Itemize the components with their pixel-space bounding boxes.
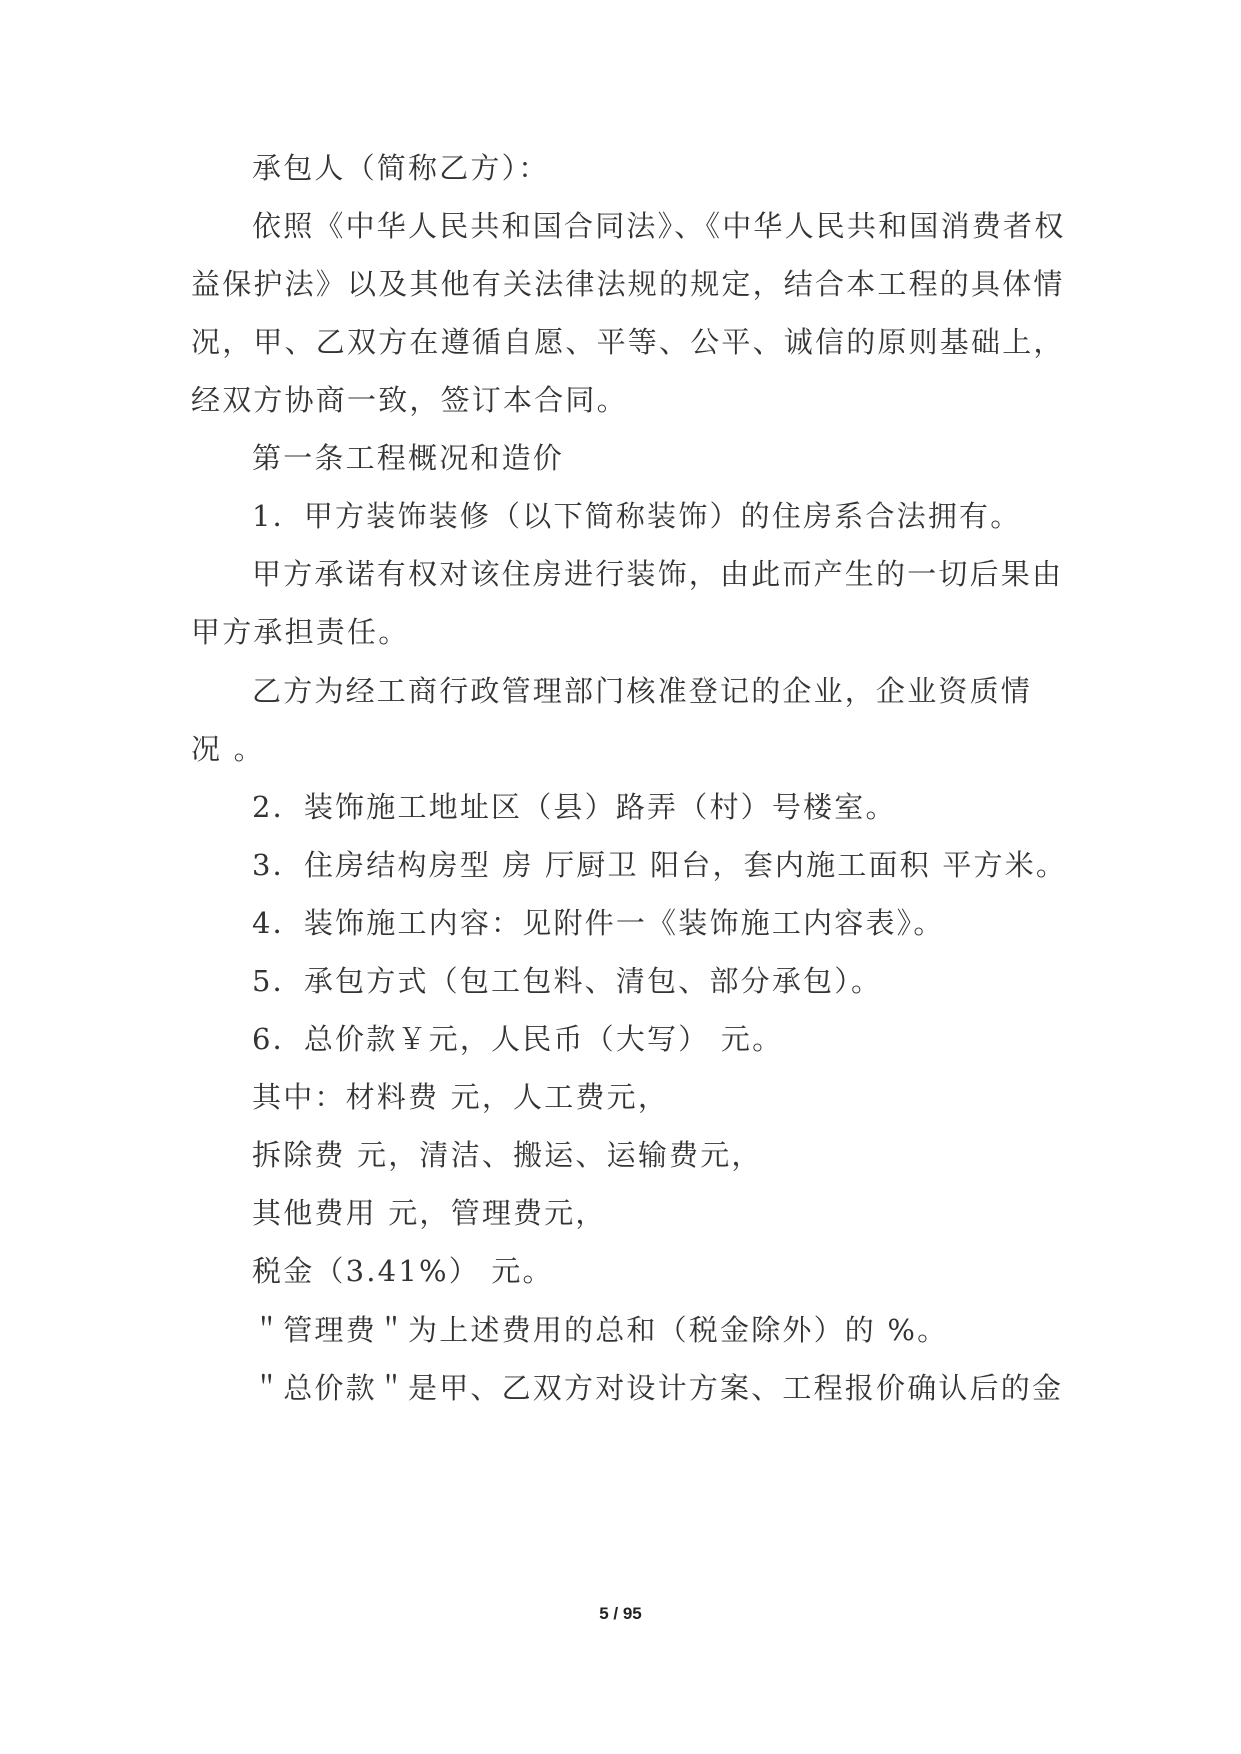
- fee-line: 其中：材料费 元，人工费元，: [252, 1080, 670, 1114]
- paragraph-line: 乙方为经工商行政管理部门核准登记的企业，企业资质情: [252, 674, 1033, 708]
- clause-item: 6．总价款￥元，人民币（大写） 元。: [252, 1022, 784, 1056]
- paragraph-line: 况 。: [191, 732, 265, 766]
- fee-line: 其他费用 元，管理费元，: [252, 1196, 607, 1230]
- contractor-label-line: 承包人（简称乙方）：: [252, 151, 550, 185]
- fee-line: 拆除费 元，清洁、搬运、运输费元，: [252, 1138, 763, 1172]
- section-heading: 第一条工程概况和造价: [252, 441, 565, 475]
- fee-line: 税金（3.41%） 元。: [252, 1254, 554, 1288]
- definition-line: ＂总价款＂是甲、乙双方对设计方案、工程报价确认后的金: [252, 1371, 1064, 1405]
- clause-item: 1．甲方装饰装修（以下简称装饰）的住房系合法拥有。: [252, 499, 1022, 533]
- clause-item: 2．装饰施工地址区（县）路弄（村）号楼室。: [252, 790, 897, 824]
- paragraph-line: 甲方承诺有权对该住房进行装饰，由此而产生的一切后果由: [252, 557, 1064, 591]
- paragraph-line: 况，甲、乙双方在遵循自愿、平等、公平、诚信的原则基础上，: [191, 325, 1065, 359]
- page-number: 5 / 95: [599, 1604, 642, 1623]
- paragraph-line: 甲方承担责任。: [191, 615, 410, 649]
- paragraph-line: 依照《中华人民共和国合同法》、《中华人民共和国消费者权: [252, 209, 1066, 243]
- paragraph-line: 经双方协商一致，签订本合同。: [191, 383, 628, 417]
- definition-line: ＂管理费＂为上述费用的总和（税金除外）的 %。: [252, 1313, 949, 1347]
- clause-item: 3．住房结构房型 房 厅厨卫 阳台，套内施工面积 平方米。: [252, 848, 1068, 882]
- clause-item: 5．承包方式（包工包料、清包、部分承包）。: [252, 964, 883, 998]
- clause-item: 4．装饰施工内容：见附件一《装饰施工内容表》。: [252, 906, 945, 940]
- paragraph-line: 益保护法》以及其他有关法律法规的规定，结合本工程的具体情: [191, 267, 1065, 301]
